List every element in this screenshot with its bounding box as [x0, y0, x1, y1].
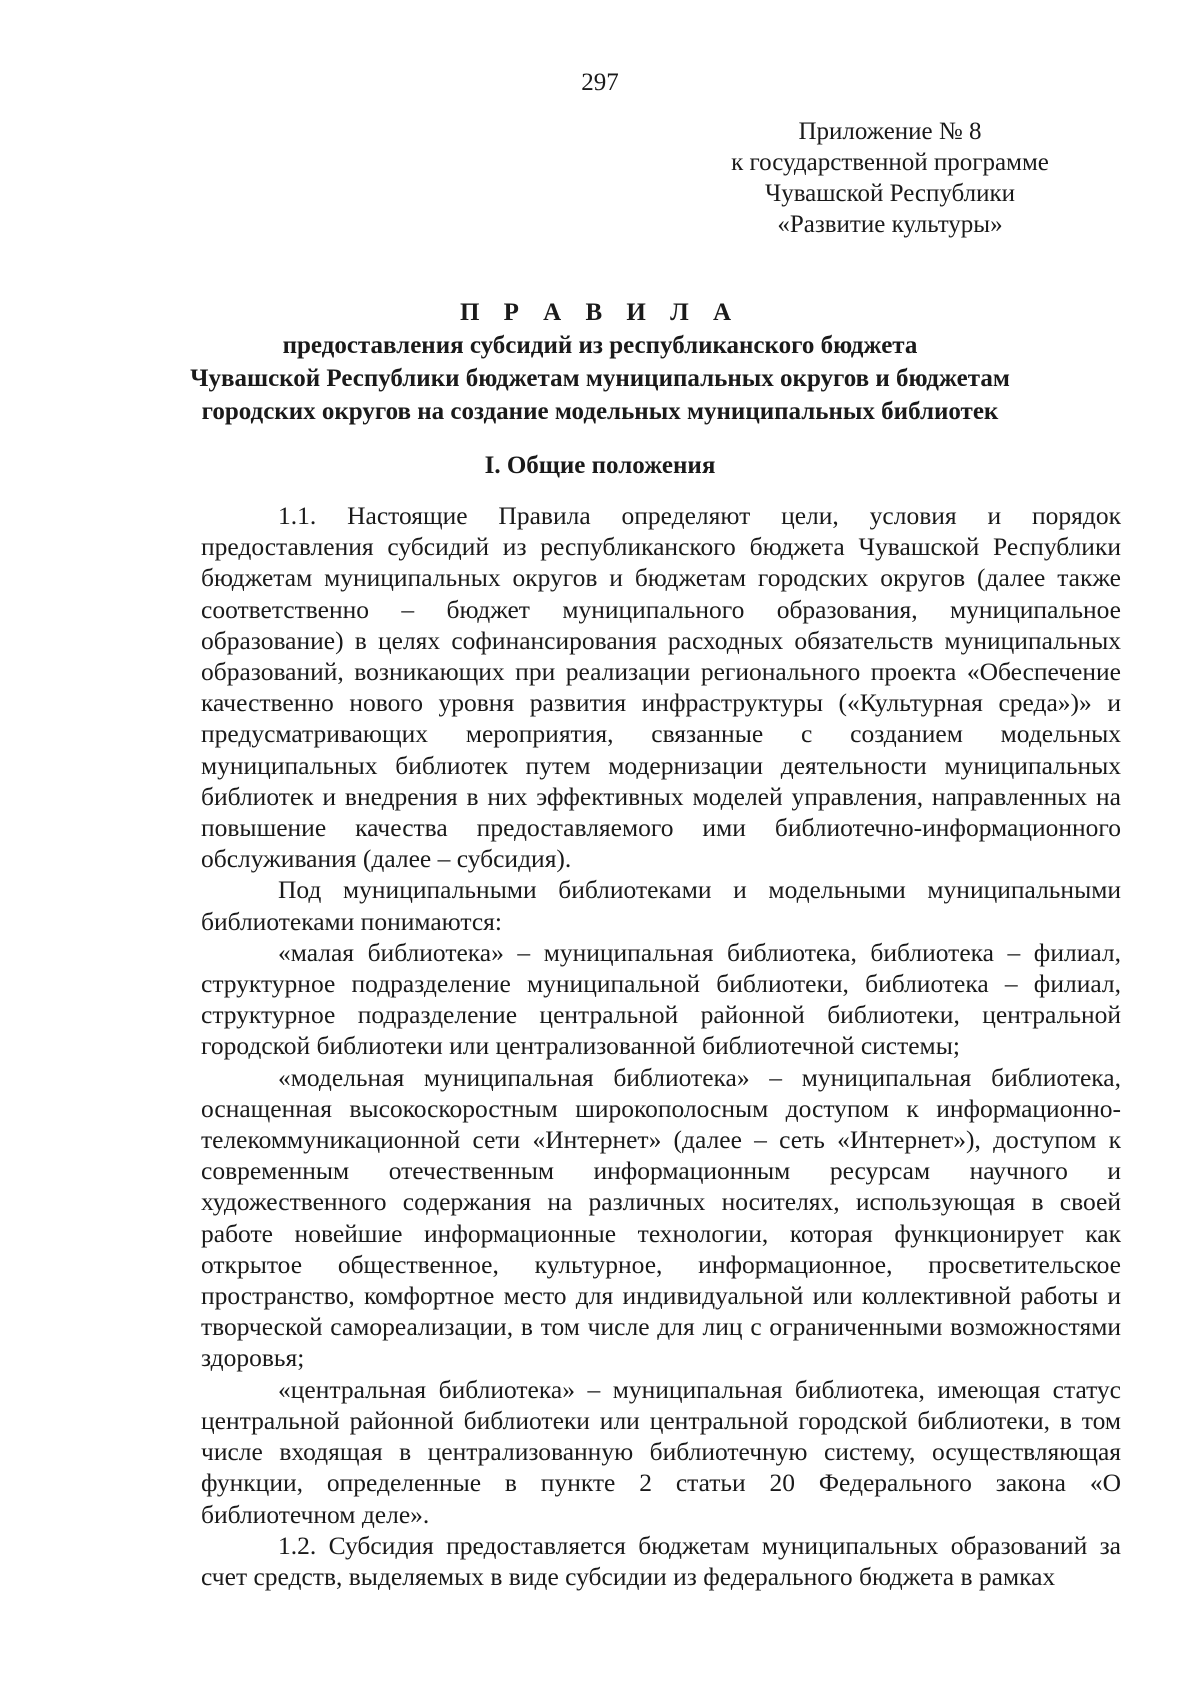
paragraph: Под муниципальными библиотеками и модельными муниципальными библиотеками понимаются: [201, 875, 1121, 936]
appendix-line: к государственной программе [731, 149, 1049, 176]
appendix-note [700, 116, 1080, 240]
body-text [201, 500, 1121, 1592]
title-line: городских округов на создание модельных муниципальных библиотек [201, 398, 999, 425]
title-line: предоставления субсидий из республиканского бюджета [282, 332, 918, 359]
title-line: Чувашской Республики бюджетам муниципальных округов и бюджетам [190, 365, 1010, 392]
title-main: П Р А В И Л А [459, 299, 741, 326]
section-heading: I. Общие положения [484, 452, 716, 479]
document-title [0, 296, 1200, 428]
appendix-line: «Развитие культуры» [777, 211, 1003, 238]
paragraph: 1.2. Субсидия предоставляется бюджетам муниципальных образований за счет средств, выделяемых в виде субсидии из федерального бюджета в рамках [201, 1530, 1121, 1591]
paragraph: «малая библиотека» – муниципальная библиотека, библиотека – филиал, структурное подразделение муниципальной библиотеки, библиотека – филиал, структурное подразделение центральной районной библиотеки, центральной городской библиотеки или централизованной библиотечной системы; [201, 937, 1121, 1061]
paragraph: «модельная муниципальная библиотека» – муниципальная библиотека, оснащенная высокоскоростным широкополосным доступом к информационно-телекоммуникационной сети «Интернет» (далее – сеть «Интернет»), доступом к современным отечественным информационным ресурсам научного и художественного содержания на различных носителях, использующая в своей работе новейшие информационные технологии, которая функционирует как открытое общественное, культурное, информационное, просветительское пространство, комфортное место для индивидуальной или коллективной работы и творческой самореализации, в том числе для лиц с ограниченными возможностями здоровья; [201, 1062, 1121, 1373]
appendix-line: Приложение № 8 [798, 118, 982, 145]
appendix-line: Чувашской Республики [764, 180, 1016, 207]
page-number: 297 [581, 69, 619, 96]
paragraph: 1.1. Настоящие Правила определяют цели, условия и порядок предоставления субсидий из республиканского бюджета Чувашской Республики бюджетам муниципальных округов и бюджетам городских округов (далее также соответственно – бюджет муниципального образования, муниципальное образование) в целях софинансирования расходных обязательств муниципальных образований, возникающих при реализации регионального проекта «Обеспечение качественно нового уровня развития инфраструктуры («Культурная среда»)» и предусматривающих мероприятия, связанные с созданием модельных муниципальных библиотек путем модернизации деятельности муниципальных библиотек и внедрения в них эффективных моделей управления, направленных на повышение качества предоставляемого ими библиотечно-информационного обслуживания (далее – субсидия). [201, 501, 1121, 874]
paragraph: «центральная библиотека» – муниципальная библиотека, имеющая статус центральной районной библиотеки или центральной городской библиотеки, в том числе входящая в централизованную библиотечную систему, осуществляющая функции, определенные в пункте 2 статьи 20 Федерального закона «О библиотечном деле». [201, 1374, 1121, 1529]
